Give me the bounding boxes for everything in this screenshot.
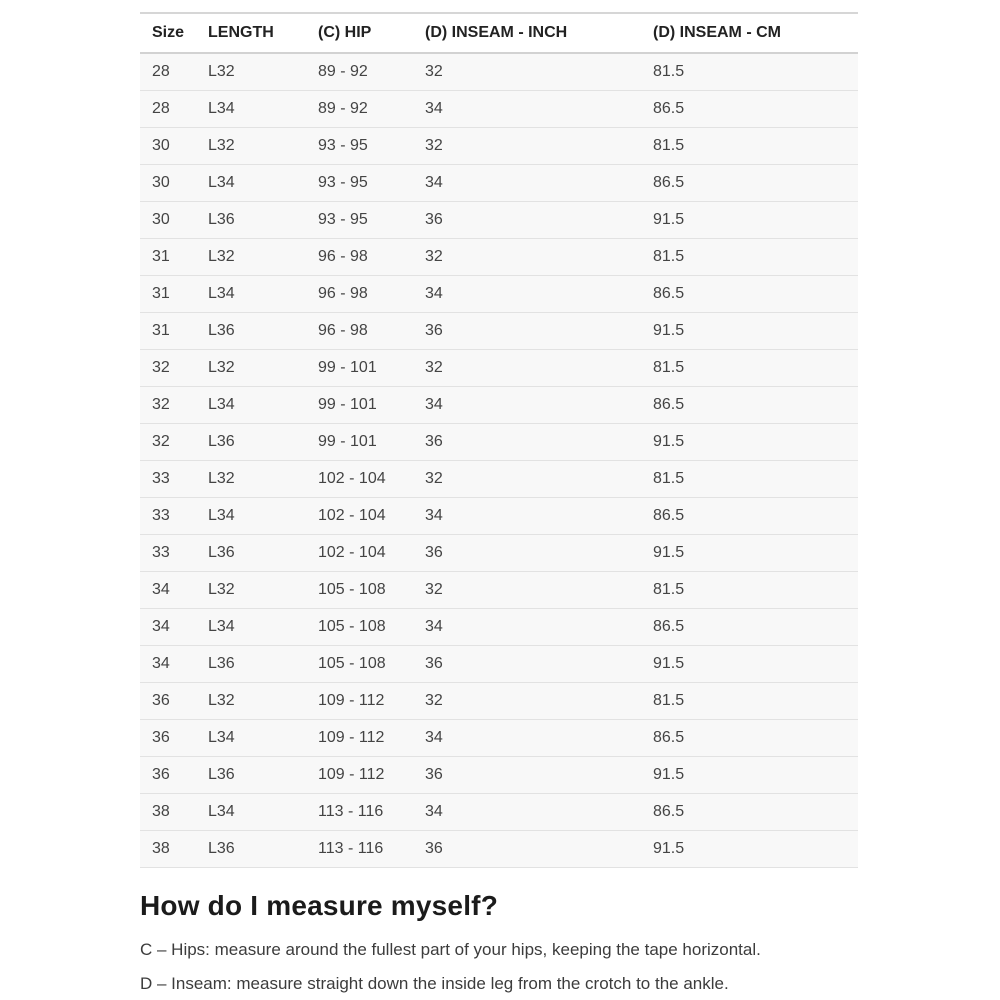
cell-hip: 93 - 95 <box>306 128 413 165</box>
cell-length: L34 <box>196 91 306 128</box>
table-row <box>140 572 858 609</box>
header-row <box>140 13 858 53</box>
table-row <box>140 831 858 868</box>
table-row <box>140 683 858 720</box>
cell-length: L34 <box>196 276 306 313</box>
cell-hip: 113 - 116 <box>306 831 413 868</box>
cell-hip: 109 - 112 <box>306 757 413 794</box>
cell-inseam-inch: 32 <box>413 461 641 498</box>
cell-length: L34 <box>196 498 306 535</box>
cell-inseam-cm: 86.5 <box>641 165 858 202</box>
cell-length: L32 <box>196 572 306 609</box>
cell-hip: 105 - 108 <box>306 609 413 646</box>
cell-inseam-cm: 86.5 <box>641 609 858 646</box>
cell-hip: 89 - 92 <box>306 53 413 91</box>
cell-hip: 93 - 95 <box>306 202 413 239</box>
cell-inseam-inch: 36 <box>413 646 641 683</box>
cell-size: 33 <box>140 535 196 572</box>
cell-inseam-cm: 91.5 <box>641 202 858 239</box>
column-header-length: LENGTH <box>196 13 306 53</box>
cell-inseam-cm: 81.5 <box>641 128 858 165</box>
size-chart-body <box>140 53 858 868</box>
cell-inseam-cm: 81.5 <box>641 239 858 276</box>
cell-inseam-cm: 86.5 <box>641 276 858 313</box>
cell-hip: 105 - 108 <box>306 646 413 683</box>
table-row <box>140 239 858 276</box>
table-row <box>140 350 858 387</box>
cell-length: L34 <box>196 165 306 202</box>
cell-size: 38 <box>140 831 196 868</box>
cell-inseam-cm: 91.5 <box>641 646 858 683</box>
cell-inseam-inch: 34 <box>413 91 641 128</box>
cell-inseam-cm: 86.5 <box>641 91 858 128</box>
cell-hip: 113 - 116 <box>306 794 413 831</box>
cell-size: 38 <box>140 794 196 831</box>
cell-inseam-inch: 34 <box>413 276 641 313</box>
cell-inseam-inch: 32 <box>413 53 641 91</box>
cell-hip: 102 - 104 <box>306 535 413 572</box>
table-row <box>140 53 858 91</box>
cell-length: L32 <box>196 461 306 498</box>
cell-size: 32 <box>140 424 196 461</box>
cell-inseam-cm: 81.5 <box>641 461 858 498</box>
cell-inseam-cm: 86.5 <box>641 387 858 424</box>
cell-size: 33 <box>140 498 196 535</box>
cell-inseam-inch: 36 <box>413 313 641 350</box>
measure-guide-line-hips: C – Hips: measure around the fullest part of your hips, keeping the tape horizontal. <box>140 940 761 959</box>
cell-length: L36 <box>196 313 306 350</box>
cell-length: L36 <box>196 831 306 868</box>
cell-length: L32 <box>196 53 306 91</box>
cell-length: L32 <box>196 239 306 276</box>
table-row <box>140 313 858 350</box>
table-row <box>140 276 858 313</box>
cell-size: 36 <box>140 683 196 720</box>
table-row <box>140 646 858 683</box>
cell-size: 34 <box>140 609 196 646</box>
cell-size: 32 <box>140 350 196 387</box>
cell-hip: 93 - 95 <box>306 165 413 202</box>
cell-inseam-cm: 86.5 <box>641 498 858 535</box>
cell-length: L36 <box>196 757 306 794</box>
cell-size: 28 <box>140 53 196 91</box>
cell-hip: 99 - 101 <box>306 424 413 461</box>
table-row <box>140 794 858 831</box>
cell-inseam-inch: 34 <box>413 387 641 424</box>
table-row <box>140 91 858 128</box>
column-header-size: Size <box>140 13 196 53</box>
table-row <box>140 609 858 646</box>
cell-size: 30 <box>140 165 196 202</box>
cell-size: 31 <box>140 313 196 350</box>
cell-inseam-cm: 91.5 <box>641 831 858 868</box>
cell-size: 28 <box>140 91 196 128</box>
cell-inseam-inch: 34 <box>413 794 641 831</box>
table-row <box>140 202 858 239</box>
cell-inseam-cm: 91.5 <box>641 313 858 350</box>
cell-hip: 96 - 98 <box>306 313 413 350</box>
cell-size: 36 <box>140 757 196 794</box>
cell-inseam-inch: 34 <box>413 165 641 202</box>
cell-inseam-cm: 91.5 <box>641 535 858 572</box>
cell-length: L34 <box>196 387 306 424</box>
cell-size: 31 <box>140 276 196 313</box>
column-header-inseam-cm: (D) INSEAM - CM <box>641 13 858 53</box>
cell-inseam-inch: 36 <box>413 535 641 572</box>
cell-length: L32 <box>196 128 306 165</box>
cell-inseam-inch: 32 <box>413 128 641 165</box>
table-row <box>140 424 858 461</box>
cell-inseam-inch: 34 <box>413 498 641 535</box>
cell-length: L32 <box>196 350 306 387</box>
cell-inseam-cm: 86.5 <box>641 720 858 757</box>
table-row <box>140 387 858 424</box>
cell-length: L32 <box>196 683 306 720</box>
cell-length: L34 <box>196 720 306 757</box>
size-chart-header <box>140 13 858 53</box>
cell-size: 34 <box>140 572 196 609</box>
size-chart-table <box>140 12 858 868</box>
cell-inseam-cm: 81.5 <box>641 683 858 720</box>
cell-hip: 109 - 112 <box>306 720 413 757</box>
cell-hip: 96 - 98 <box>306 239 413 276</box>
cell-inseam-inch: 36 <box>413 757 641 794</box>
cell-inseam-inch: 36 <box>413 424 641 461</box>
cell-inseam-inch: 32 <box>413 350 641 387</box>
cell-size: 30 <box>140 202 196 239</box>
cell-inseam-cm: 81.5 <box>641 53 858 91</box>
cell-inseam-cm: 86.5 <box>641 794 858 831</box>
measure-guide-line-inseam: D – Inseam: measure straight down the inside leg from the crotch to the ankle. <box>140 974 729 993</box>
cell-hip: 102 - 104 <box>306 461 413 498</box>
table-row <box>140 757 858 794</box>
table-row <box>140 498 858 535</box>
cell-hip: 96 - 98 <box>306 276 413 313</box>
cell-size: 36 <box>140 720 196 757</box>
cell-inseam-inch: 34 <box>413 609 641 646</box>
cell-inseam-inch: 32 <box>413 239 641 276</box>
cell-hip: 99 - 101 <box>306 387 413 424</box>
cell-size: 31 <box>140 239 196 276</box>
cell-length: L36 <box>196 202 306 239</box>
table-row <box>140 461 858 498</box>
cell-inseam-inch: 36 <box>413 202 641 239</box>
cell-inseam-cm: 81.5 <box>641 350 858 387</box>
cell-size: 34 <box>140 646 196 683</box>
cell-size: 32 <box>140 387 196 424</box>
cell-inseam-inch: 32 <box>413 683 641 720</box>
cell-hip: 109 - 112 <box>306 683 413 720</box>
cell-length: L34 <box>196 794 306 831</box>
cell-length: L34 <box>196 609 306 646</box>
cell-inseam-cm: 91.5 <box>641 757 858 794</box>
cell-length: L36 <box>196 535 306 572</box>
cell-inseam-inch: 36 <box>413 831 641 868</box>
table-row <box>140 128 858 165</box>
measure-guide-heading: How do I measure myself? <box>140 890 499 921</box>
cell-hip: 102 - 104 <box>306 498 413 535</box>
cell-length: L36 <box>196 646 306 683</box>
cell-inseam-inch: 34 <box>413 720 641 757</box>
cell-inseam-cm: 91.5 <box>641 424 858 461</box>
cell-size: 30 <box>140 128 196 165</box>
cell-hip: 105 - 108 <box>306 572 413 609</box>
cell-hip: 99 - 101 <box>306 350 413 387</box>
column-header-hip: (C) HIP <box>306 13 413 53</box>
cell-size: 33 <box>140 461 196 498</box>
cell-length: L36 <box>196 424 306 461</box>
cell-hip: 89 - 92 <box>306 91 413 128</box>
column-header-inseam-inch: (D) INSEAM - INCH <box>413 13 641 53</box>
cell-inseam-cm: 81.5 <box>641 572 858 609</box>
table-row <box>140 165 858 202</box>
table-row <box>140 535 858 572</box>
cell-inseam-inch: 32 <box>413 572 641 609</box>
table-row <box>140 720 858 757</box>
